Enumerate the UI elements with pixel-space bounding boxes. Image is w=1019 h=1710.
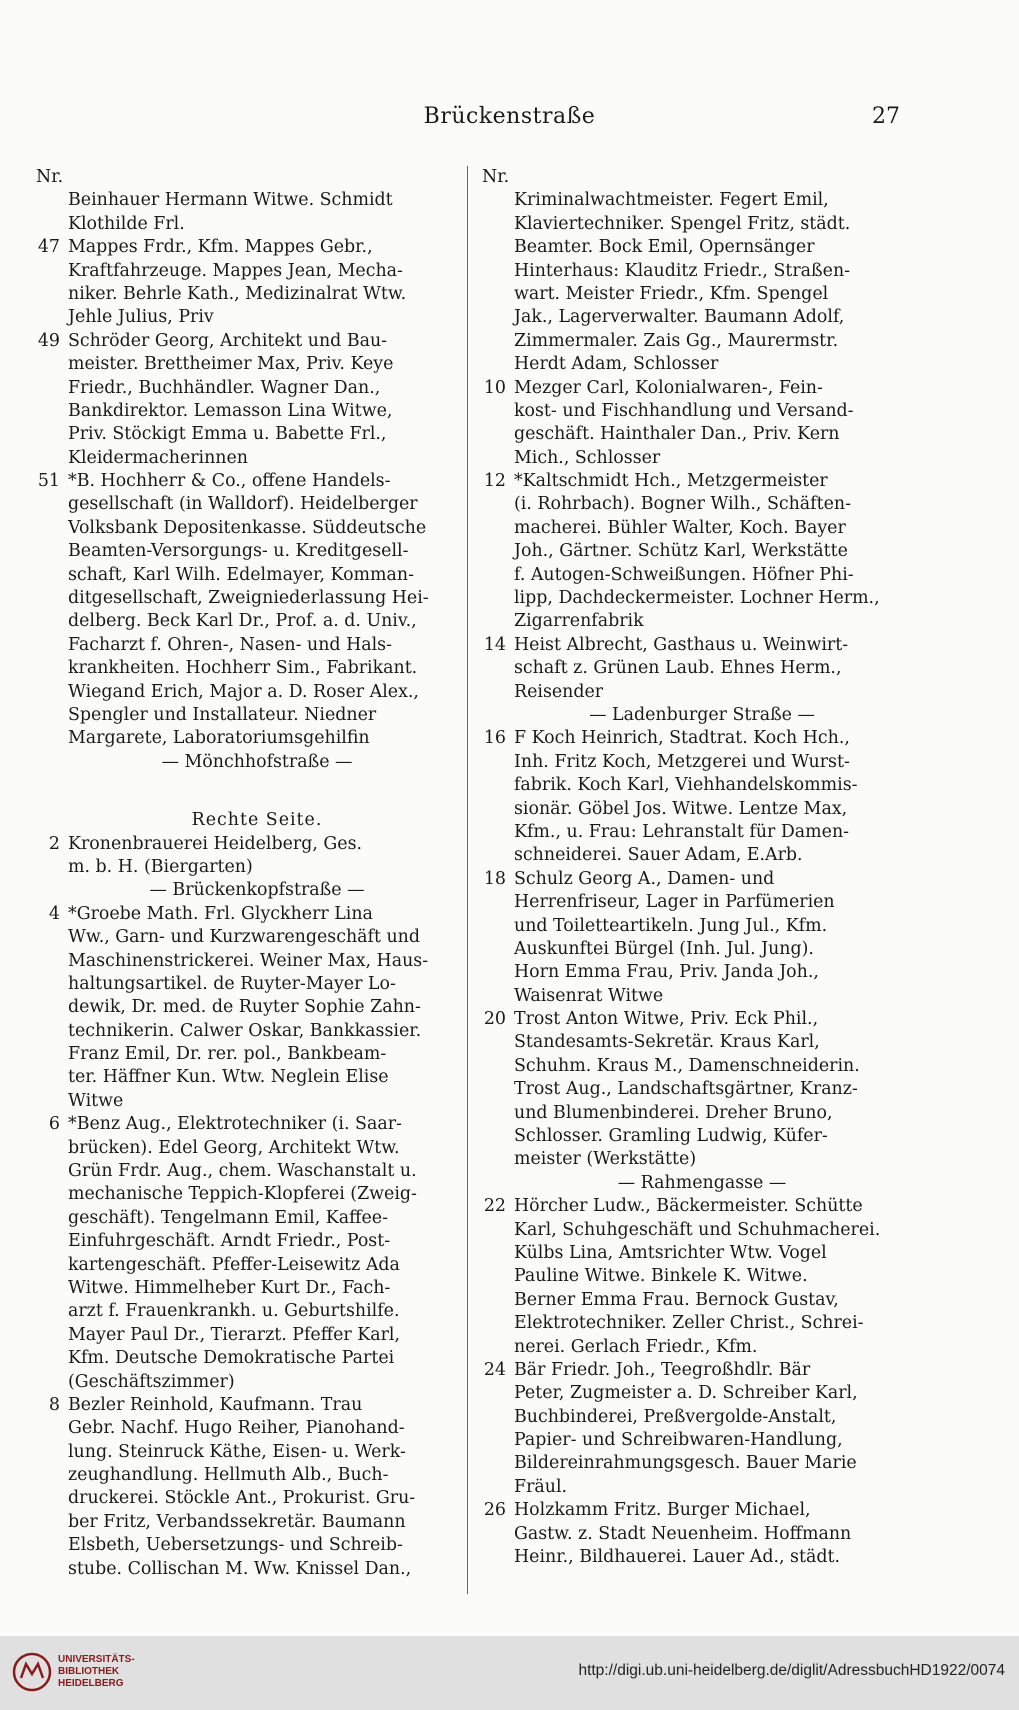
entry-line: Friedr., Buchhändler. Wagner Dan.,: [68, 377, 381, 398]
library-name-line: HEIDELBERG: [58, 1678, 124, 1689]
entry-line: Franz Emil, Dr. rer. pol., Bankbeam-: [68, 1044, 387, 1065]
entry-line: Witwe. Himmelheber Kurt Dr., Fach-: [68, 1277, 391, 1298]
entry-line: Kfm. Deutsche Demokratische Partei: [68, 1348, 395, 1369]
entry-text: *Kaltschmidt Hch., Metzgermeister: [514, 471, 828, 492]
entry-line: Zigarrenfabrik: [514, 611, 644, 632]
house-number: 4: [48, 903, 60, 924]
entry-line: Gebr. Nachf. Hugo Reiher, Pianohand-: [68, 1418, 405, 1439]
house-number: 6: [48, 1114, 60, 1135]
entry-line: Elsbeth, Uebersetzungs- und Schreib-: [68, 1535, 403, 1556]
entry-line: technikerin. Calwer Oskar, Bankkassier.: [68, 1020, 422, 1041]
entry-line: Margarete, Laboratoriumsgehilfin: [68, 728, 370, 749]
entry-line: lung. Steinruck Käthe, Eisen- u. Werk-: [68, 1441, 406, 1462]
entry-text: *Groebe Math. Frl. Glyckherr Lina: [68, 903, 373, 924]
cross-street-label: — Rahmengasse —: [617, 1172, 787, 1193]
entry-line: Grün Frdr. Aug., chem. Waschanstalt u.: [68, 1161, 417, 1182]
house-number: 2: [48, 833, 60, 854]
entry-line: Klothilde Frl.: [68, 213, 185, 234]
entry-line: zeughandlung. Hellmuth Alb., Buch-: [68, 1465, 389, 1486]
entry-first-line: [474, 868, 910, 891]
entry-first-line: [474, 634, 910, 657]
entry-line: ditgesellschaft, Zweigniederlassung Hei-: [68, 588, 429, 609]
entry-first-line: [28, 470, 466, 493]
entry-line: Kfm., u. Frau: Lehranstalt für Damen-: [514, 821, 850, 842]
entry-line: und Toiletteartikeln. Jung Jul., Kfm.: [514, 915, 828, 936]
entry-text: Trost Anton Witwe, Priv. Eck Phil.,: [514, 1009, 819, 1030]
entry-first-line: [474, 1008, 910, 1031]
entry-line: Spengler und Installateur. Niedner: [68, 704, 377, 725]
cross-street-label: — Ladenburger Straße —: [589, 704, 815, 725]
entry-line: Karl, Schuhgeschäft und Schuhmacherei.: [514, 1219, 881, 1240]
entry-line: Ww., Garn- und Kurzwarengeschäft und: [68, 927, 421, 948]
house-number: 47: [37, 237, 60, 258]
entry-line: schneiderei. Sauer Adam, E.Arb.: [514, 845, 803, 866]
entry-line: Horn Emma Frau, Priv. Janda Joh.,: [514, 962, 819, 983]
entry-line: kartengeschäft. Pfeffer-Leisewitz Ada: [68, 1254, 400, 1275]
entry-line: ber Fritz, Verbandssekretär. Baumann: [68, 1511, 406, 1532]
right-column: [474, 166, 910, 1569]
entry-line: Fräul.: [514, 1476, 568, 1497]
entry-line: delberg. Beck Karl Dr., Prof. a. d. Univ.,: [68, 611, 417, 632]
source-url-link[interactable]: http://digi.ub.uni-heidelberg.de/diglit/AdressbuchHD1922/0074: [578, 1662, 1005, 1679]
entry-line: Heinr., Bildhauerei. Lauer Ad., städt.: [514, 1547, 840, 1568]
column-header-nr: Nr.: [482, 167, 510, 187]
entry-text: Schröder Georg, Architekt und Bau-: [68, 330, 388, 351]
entry-line: wart. Meister Friedr., Kfm. Spengel: [514, 283, 829, 304]
house-number: 18: [483, 868, 506, 889]
entry-line: lipp, Dachdeckermeister. Lochner Herm.,: [514, 588, 880, 609]
entry-first-line: [474, 1499, 910, 1522]
entry-line: Buchbinderei, Preßvergolde-Anstalt,: [514, 1406, 837, 1427]
house-number: 51: [37, 471, 60, 492]
library-name: [58, 1654, 135, 1690]
entry-line: krankheiten. Hochherr Sim., Fabrikant.: [68, 658, 418, 679]
entry-text: Schulz Georg A., Damen- und: [514, 868, 775, 889]
entry-line: Berner Emma Frau. Bernock Gustav,: [514, 1289, 839, 1310]
page-title: Brückenstraße: [423, 104, 596, 129]
entry-text: Holzkamm Fritz. Burger Michael,: [514, 1500, 811, 1521]
entry-line: (Geschäftszimmer): [68, 1371, 235, 1392]
entry-line: schaft z. Grünen Laub. Ehnes Herm.,: [514, 658, 842, 679]
entry-line: Wiegand Erich, Major a. D. Roser Alex.,: [68, 681, 419, 702]
entry-line: Joh., Gärtner. Schütz Karl, Werkstätte: [514, 541, 848, 562]
entry-line: schaft, Karl Wilh. Edelmayer, Komman-: [68, 564, 414, 585]
house-number: 12: [483, 471, 506, 492]
entry-line: dewik, Dr. med. de Ruyter Sophie Zahn-: [68, 997, 421, 1018]
entry-first-line: [474, 1359, 910, 1382]
entry-text: *B. Hochherr & Co., offene Handels-: [68, 471, 391, 492]
entry-line: Bankdirektor. Lemasson Lina Witwe,: [68, 400, 393, 421]
entry-line: ter. Häffner Kun. Wtw. Neglein Elise: [68, 1067, 389, 1088]
entry-line: Zimmermaler. Zais Gg., Maurermstr.: [514, 330, 839, 351]
entry-line: Herrenfriseur, Lager in Parfümerien: [514, 892, 835, 913]
entry-text: F Koch Heinrich, Stadtrat. Koch Hch.,: [514, 728, 850, 749]
left-column: [28, 166, 466, 1581]
entry-line: Elektrotechniker. Zeller Christ., Schrei-: [514, 1313, 864, 1334]
entry-line: Inh. Fritz Koch, Metzgerei und Wurst-: [514, 751, 850, 772]
entry-line: und Blumenbinderei. Dreher Bruno,: [514, 1102, 833, 1123]
entry-first-line: [474, 470, 910, 493]
entry-line: geschäft. Hainthaler Dan., Priv. Kern: [514, 424, 840, 445]
page-number: 27: [872, 104, 900, 129]
house-number: 20: [483, 1009, 506, 1030]
entry-line: arzt f. Frauenkrankh. u. Geburtshilfe.: [68, 1301, 400, 1322]
entry-line: niker. Behrle Kath., Medizinalrat Wtw.: [68, 283, 407, 304]
entry-line: f. Autogen-Schweißungen. Höfner Phi-: [514, 564, 854, 585]
entry-line: Mich., Schlosser: [514, 447, 661, 468]
entry-line: mechanische Teppich-Klopferei (Zweig-: [68, 1184, 417, 1205]
entry-text: Kronenbrauerei Heidelberg, Ges.: [68, 833, 363, 854]
entry-first-line: [474, 727, 910, 750]
entry-line: stube. Collischan M. Ww. Knissel Dan.,: [68, 1558, 412, 1579]
entry-first-line: [28, 1113, 466, 1136]
entry-line: m. b. H. (Biergarten): [68, 856, 253, 877]
entry-line: Volksbank Depositenkasse. Süddeutsche: [68, 517, 427, 538]
house-number: 26: [483, 1500, 506, 1521]
house-number: 10: [483, 377, 506, 398]
entry-line: macherei. Bühler Walter, Koch. Bayer: [514, 517, 846, 538]
university-seal-icon: [12, 1652, 52, 1692]
entry-first-line: [474, 377, 910, 400]
entry-line: Jak., Lagerverwalter. Baumann Adolf,: [514, 307, 845, 328]
entry-line: brücken). Edel Georg, Architekt Wtw.: [68, 1137, 400, 1158]
entry-line: Kleidermacherinnen: [68, 447, 249, 468]
entry-line: Standesamts-Sekretär. Kraus Karl,: [514, 1032, 820, 1053]
entry-first-line: [28, 1394, 466, 1417]
entry-text: Mappes Frdr., Kfm. Mappes Gebr.,: [68, 237, 373, 258]
entry-line: Witwe: [68, 1090, 124, 1111]
house-number: 14: [483, 634, 506, 655]
entry-line: Kraftfahrzeuge. Mappes Jean, Mecha-: [68, 260, 403, 281]
entry-line: Auskunftei Bürgel (Inh. Jul. Jung).: [514, 938, 814, 959]
entry-line: Gastw. z. Stadt Neuenheim. Hoffmann: [514, 1523, 852, 1544]
library-name-line: BIBLIOTHEK: [58, 1666, 120, 1677]
entry-line: Beamten-Versorgungs- u. Kreditgesell-: [68, 541, 409, 562]
house-number: 24: [483, 1359, 506, 1380]
entry-line: geschäft). Tengelmann Emil, Kaffee-: [68, 1207, 388, 1228]
entry-text: *Benz Aug., Elektrotechniker (i. Saar-: [68, 1114, 402, 1135]
entry-line: Einfuhrgeschäft. Arndt Friedr., Post-: [68, 1231, 391, 1252]
cross-street-label: — Mönchhofstraße —: [161, 751, 353, 772]
entry-line: haltungsartikel. de Ruyter-Mayer Lo-: [68, 973, 396, 994]
entry-text: Bär Friedr. Joh., Teegroßhdlr. Bär: [514, 1359, 811, 1380]
section-heading: Rechte Seite.: [191, 810, 323, 831]
entry-line: Hinterhaus: Klauditz Friedr., Straßen-: [514, 260, 851, 281]
entry-line: meister. Brettheimer Max, Priv. Keye: [68, 354, 394, 375]
entry-line: Jehle Julius, Priv: [68, 307, 214, 328]
entry-text: Hörcher Ludw., Bäckermeister. Schütte: [514, 1196, 863, 1217]
entry-text: Heist Albrecht, Gasthaus u. Weinwirt-: [514, 634, 849, 655]
entry-text: Bezler Reinhold, Kaufmann. Trau: [68, 1394, 363, 1415]
entry-first-line: [28, 236, 466, 259]
entry-line: druckerei. Stöckle Ant., Prokurist. Gru-: [68, 1488, 416, 1509]
entry-first-line: [28, 330, 466, 353]
column-divider: [467, 166, 468, 1594]
entry-line: Beinhauer Hermann Witwe. Schmidt: [68, 190, 393, 211]
entry-line: Reisender: [514, 681, 604, 702]
entry-line: Pauline Witwe. Binkele K. Witwe.: [514, 1266, 808, 1287]
entry-line: Maschinenstrickerei. Weiner Max, Haus-: [68, 950, 429, 971]
entry-line: Mayer Paul Dr., Tierarzt. Pfeffer Karl,: [68, 1324, 400, 1345]
entry-line: Klaviertechniker. Spengel Fritz, städt.: [514, 213, 851, 234]
entry-first-line: [28, 833, 466, 856]
spacer: [28, 774, 466, 809]
entry-line: Waisenrat Witwe: [514, 985, 664, 1006]
entry-line: kost- und Fischhandlung und Versand-: [514, 400, 854, 421]
entry-line: sionär. Göbel Jos. Witwe. Lentze Max,: [514, 798, 848, 819]
entry-line: Papier- und Schreibwaren-Handlung,: [514, 1430, 843, 1451]
entry-line: Facharzt f. Ohren-, Nasen- und Hals-: [68, 634, 392, 655]
entry-first-line: [28, 903, 466, 926]
cross-street-label: — Brückenkopfstraße —: [149, 880, 365, 901]
entry-line: (i. Rohrbach). Bogner Wilh., Schäften-: [514, 494, 851, 515]
entry-line: Trost Aug., Landschaftsgärtner, Kranz-: [514, 1079, 858, 1100]
entry-line: Beamter. Bock Emil, Opernsänger: [514, 237, 815, 258]
entry-text: Mezger Carl, Kolonialwaren-, Fein-: [514, 377, 823, 398]
entry-line: gesellschaft (in Walldorf). Heidelberger: [68, 494, 418, 515]
entry-line: Herdt Adam, Schlosser: [514, 354, 719, 375]
entry-line: Külbs Lina, Amtsrichter Wtw. Vogel: [514, 1242, 827, 1263]
entry-line: meister (Werkstätte): [514, 1149, 697, 1170]
house-number: 22: [483, 1196, 506, 1217]
entry-line: Schuhm. Kraus M., Damenschneiderin.: [514, 1055, 860, 1076]
entry-line: Priv. Stöckigt Emma u. Babette Frl.,: [68, 424, 387, 445]
footer-bar: [0, 1636, 1019, 1710]
library-name-line: UNIVERSITÄTS-: [58, 1654, 135, 1665]
entry-line: fabrik. Koch Karl, Viehhandelskommis-: [514, 775, 858, 796]
entry-line: nerei. Gerlach Friedr., Kfm.: [514, 1336, 758, 1357]
entry-line: Schlosser. Gramling Ludwig, Küfer-: [514, 1126, 828, 1147]
house-number: 16: [483, 728, 506, 749]
entry-line: Bildereinrahmungsgesch. Bauer Marie: [514, 1453, 857, 1474]
house-number: 49: [37, 330, 60, 351]
entry-first-line: [474, 1195, 910, 1218]
house-number: 8: [48, 1394, 60, 1415]
entry-line: Kriminalwachtmeister. Fegert Emil,: [514, 190, 829, 211]
entry-line: Peter, Zugmeister a. D. Schreiber Karl,: [514, 1383, 858, 1404]
column-header-nr: Nr.: [36, 167, 64, 187]
